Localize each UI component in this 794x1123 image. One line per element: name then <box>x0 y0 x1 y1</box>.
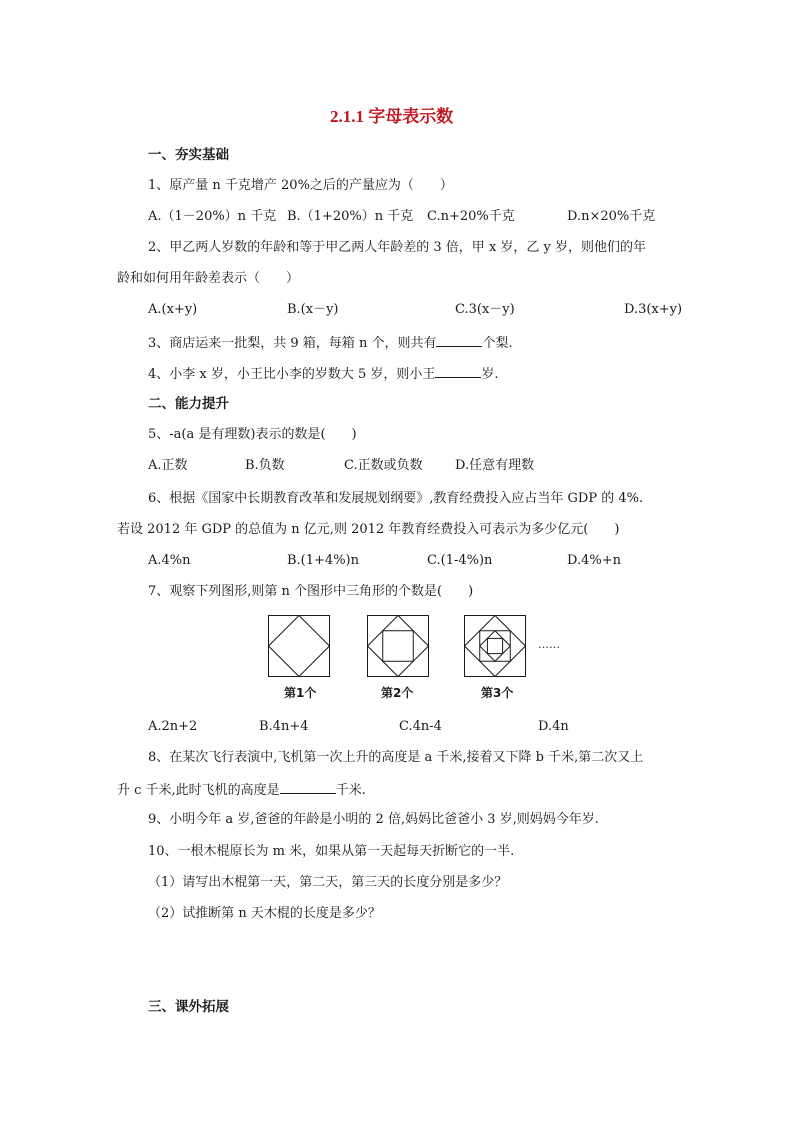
question-3-answer-blank[interactable] <box>436 333 482 347</box>
figure-2-label: 第2个 <box>381 686 414 700</box>
question-10-stem: 10、一根木棍原长为 m 米，如果从第一天起每天折断它的一半. <box>148 844 515 859</box>
figure-3-nested-squares <box>464 615 526 677</box>
question-8-text: 升 c 千米,此时飞机的高度是 <box>117 783 280 798</box>
question-5-option-c: C.正数或负数 <box>344 458 423 473</box>
question-8-line-2 <box>117 780 366 800</box>
question-8-line-1: 8、在某次飞行表演中,飞机第一次上升的高度是 a 千米,接着又下降 b 千米,第二次又上 <box>148 750 644 765</box>
question-1-option-b: B.（1+20%）n 千克 <box>287 209 414 224</box>
figure-1-nested-squares <box>268 615 330 677</box>
question-1-option-c: C.n+20%千克 <box>427 209 515 224</box>
figure-continuation-dots: …… <box>538 638 560 651</box>
question-2-option-a: A.(x+y) <box>148 302 198 317</box>
question-8-suffix: 千米. <box>335 783 366 798</box>
question-6-line-2: 若设 2012 年 GDP 的总值为 n 亿元,则 2012 年教育经费投入可表示为多少亿元( ) <box>117 522 620 537</box>
question-3 <box>148 333 513 353</box>
question-5-option-b: B.负数 <box>245 458 285 473</box>
figure-1-label: 第1个 <box>284 686 317 700</box>
question-4 <box>148 364 499 384</box>
question-1-stem: 1、原产量 n 千克增产 20%之后的产量应为（ ） <box>148 178 453 193</box>
question-6-line-1: 6、根据《国家中长期教育改革和发展规划纲要》,教育经费投入应占当年 GDP 的 4%. <box>148 491 644 506</box>
question-7-option-c: C.4n-4 <box>399 719 442 734</box>
question-2-option-c: C.3(x－y) <box>455 302 515 317</box>
question-3-text: 3、商店运来一批梨，共 9 箱，每箱 n 个，则共有 <box>148 336 437 351</box>
question-1-option-d: D.n×20%千克 <box>567 209 656 224</box>
question-7-option-b: B.4n+4 <box>259 719 309 734</box>
page-title: 2.1.1 字母表示数 <box>330 107 454 126</box>
question-6-option-c: C.(1-4%)n <box>427 553 493 568</box>
question-10-subquestion-2: （2）试推断第 n 天木棍的长度是多少？ <box>148 906 381 921</box>
figure-3-label: 第3个 <box>481 686 514 700</box>
question-5-stem: 5、-a(a 是有理数)表示的数是( ) <box>148 427 357 442</box>
question-2-line-1: 2、甲乙两人岁数的年龄和等于甲乙两人年龄差的 3 倍，甲 x 岁，乙 y 岁，则他们的年 <box>148 240 647 255</box>
question-5-option-a: A.正数 <box>148 458 188 473</box>
question-5-option-d: D.任意有理数 <box>455 458 535 473</box>
question-7-option-d: D.4n <box>538 719 569 734</box>
question-7-option-a: A.2n+2 <box>148 719 198 734</box>
question-9: 9、小明今年 a 岁,爸爸的年龄是小明的 2 倍,妈妈比爸爸小 3 岁,则妈妈今年岁. <box>148 812 599 827</box>
question-4-text: 4、小李 x 岁，小王比小李的岁数大 5 岁，则小王 <box>148 367 436 382</box>
question-10-subquestion-1: （1）请写出木棍第一天，第二天，第三天的长度分别是多少？ <box>148 875 508 890</box>
section-heading-extension: 三、课外拓展 <box>148 999 229 1015</box>
question-2-option-d: D.3(x+y) <box>624 302 683 317</box>
question-1-option-a: A.（1－20%）n 千克 <box>148 209 277 224</box>
section-heading-basics: 一、夯实基础 <box>148 147 229 163</box>
question-8-answer-blank[interactable] <box>280 780 336 794</box>
section-heading-ability: 二、能力提升 <box>148 396 229 412</box>
question-2-line-2: 龄和如何用年龄差表示（ ） <box>117 271 300 286</box>
figure-2-nested-squares <box>367 615 429 677</box>
question-7-stem: 7、观察下列图形,则第 n 个图形中三角形的个数是( ) <box>148 584 474 599</box>
question-2-option-b: B.(x－y) <box>287 302 339 317</box>
question-6-option-d: D.4%+n <box>567 553 621 568</box>
question-3-suffix: 个梨. <box>482 336 513 351</box>
question-4-answer-blank[interactable] <box>435 364 481 378</box>
question-6-option-b: B.(1+4%)n <box>287 553 359 568</box>
question-6-option-a: A.4%n <box>148 553 191 568</box>
question-4-suffix: 岁. <box>481 367 499 382</box>
